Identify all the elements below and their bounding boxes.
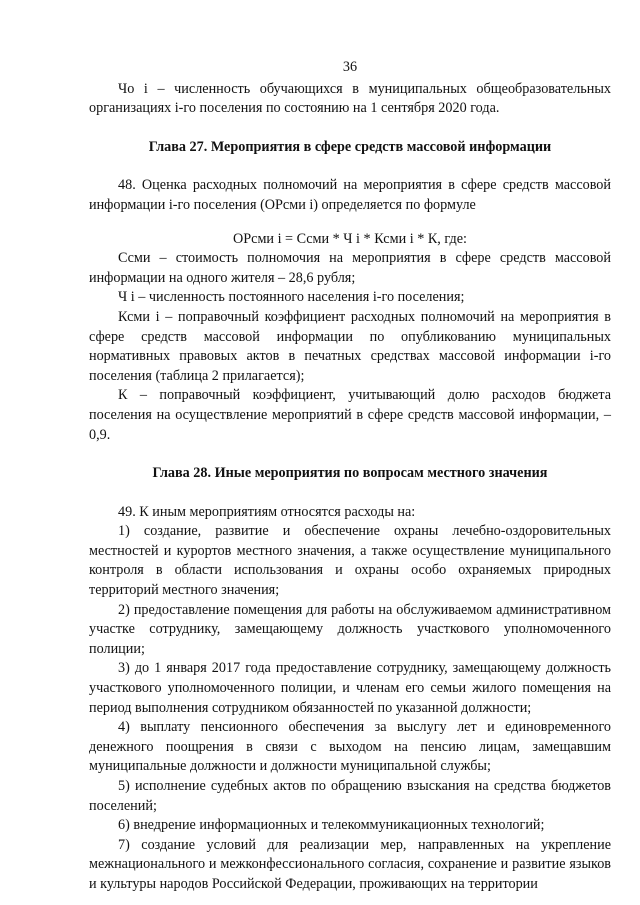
definition-correction-coefficient: К – поправочный коэффициент, учитывающий долю расходов бюджета поселения на осуществление мероприятий в сфере средств массовой информации, – 0,9. <box>89 387 611 443</box>
document-page <box>89 58 611 895</box>
list-item-3: 3) до 1 января 2017 года предоставление сотруднику, замещающему должность участкового уполномоченного полиции, и членам его семьи жилого помещения на период выполнения сотрудником обязанностей по указанной должности; <box>89 660 611 716</box>
paragraph-48: 48. Оценка расходных полномочий на мероприятия в сфере средств массовой информации i-го поселения (ОРсми i) определяется по формуле <box>89 177 611 213</box>
chapter-27-heading: Глава 27. Мероприятия в сфере средств массовой информации <box>148 138 552 155</box>
chapter-28-heading: Глава 28. Иные мероприятия по вопросам местного значения <box>152 465 548 482</box>
list-item-7: 7) создание условий для реализации мер, направленных на укрепление межнационального и межконфессионального согласия, сохранение и развитие языков и культуры народов Российской Федерации, проживающих на территории <box>89 836 611 892</box>
list-item-5: 5) исполнение судебных актов по обращению взыскания на средства бюджетов поселений; <box>89 778 611 814</box>
definition-cost: Ссми – стоимость полномочия на мероприятия в сфере средств массовой информации на одного жителя – 28,6 рубля; <box>89 250 611 286</box>
paragraph-49: 49. К иным мероприятиям относятся расходы на: <box>118 503 416 520</box>
list-item-4: 4) выплату пенсионного обеспечения за выслугу лет и единовременного денежного поощрения в связи с выходом на пенсию лицам, замещавшим муниципальные должности и должности муниципальной службы; <box>89 719 611 775</box>
definition-population: Ч i – численность постоянного населения i-го поселения; <box>118 289 465 306</box>
list-item-2: 2) предоставление помещения для работы на обслуживаемом административном участке сотруднику, замещающему должность участкового уполномоченного полиции; <box>89 601 611 657</box>
list-item-6: 6) внедрение информационных и телекоммуникационных технологий; <box>118 817 545 834</box>
intro-paragraph: Чо i – численность обучающихся в муниципальных общеобразовательных организациях i-го поселения по состоянию на 1 сентября 2020 года. <box>89 80 611 117</box>
formula: ОРсми i = Ссми * Ч i * Ксми i * К, где: <box>233 230 467 247</box>
list-item-1: 1) создание, развитие и обеспечение охраны лечебно-оздоровительных местностей и курортов местного значения, а также осуществление муниципального контроля в области использования и охраны особо охраняемых природных территорий местного значения; <box>89 523 611 599</box>
definition-media-coefficient: Ксми i – поправочный коэффициент расходных полномочий на мероприятия в сфере средств массовой информации по опубликованию муниципальных нормативных правовых актов в печатных средствах массовой информации i-го поселения (таблица 2 прилагается); <box>89 308 611 384</box>
page-number: 36 <box>342 59 358 75</box>
